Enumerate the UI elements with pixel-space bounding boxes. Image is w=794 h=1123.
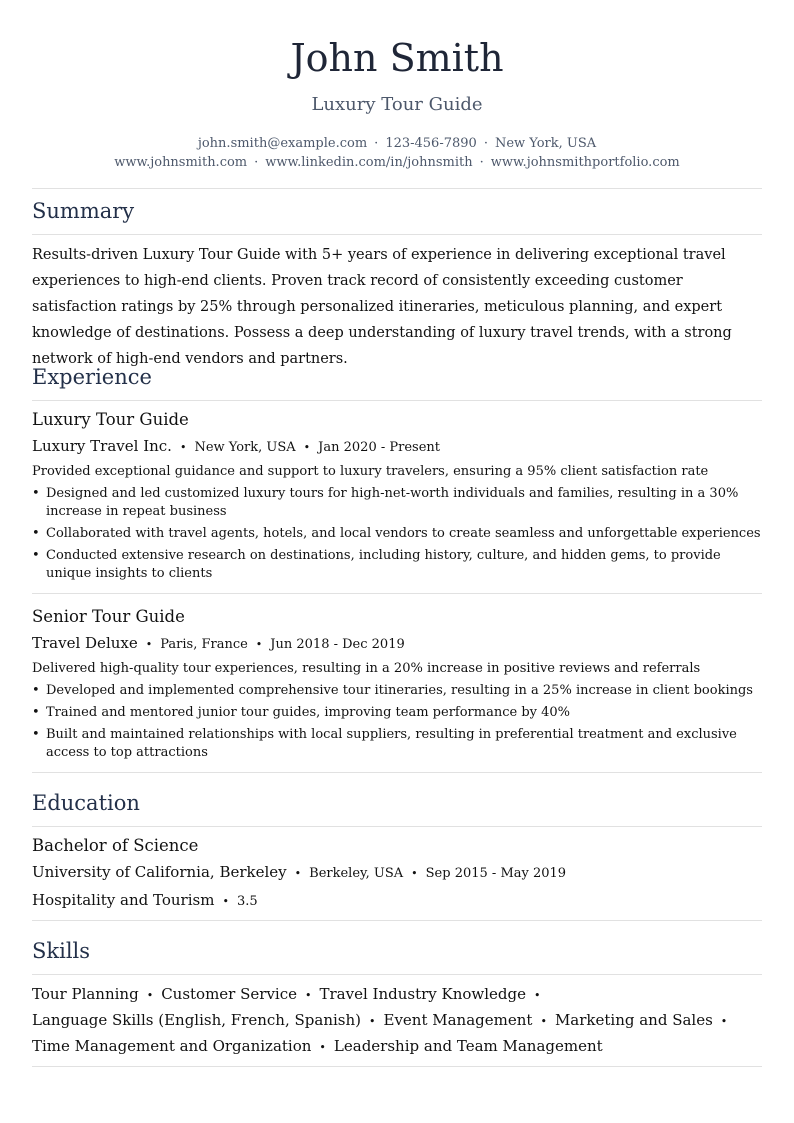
- skills-row: [32, 1008, 762, 1034]
- job-location: New York, USA: [194, 440, 296, 455]
- meta-separator: •: [145, 638, 153, 651]
- divider: [32, 593, 762, 594]
- meta-separator: •: [222, 895, 229, 908]
- job-title: Senior Tour Guide: [32, 607, 185, 626]
- summary-heading: Summary: [32, 199, 135, 223]
- experience-heading: Experience: [32, 365, 152, 389]
- divider: [32, 772, 762, 773]
- divider: [32, 1066, 762, 1067]
- skill-separator: •: [540, 1015, 547, 1028]
- skill-separator: •: [305, 989, 312, 1002]
- divider: [32, 826, 762, 827]
- skill-item: Time Management and Organization: [32, 1037, 312, 1055]
- candidate-headline: Luxury Tour Guide: [311, 94, 483, 115]
- website-link[interactable]: www.johnsmith.com: [114, 155, 248, 170]
- candidate-name: John Smith: [290, 36, 504, 80]
- contact-separator: ·: [374, 136, 379, 151]
- skill-item: Marketing and Sales: [554, 1011, 713, 1029]
- company-name: Luxury Travel Inc.: [32, 437, 172, 455]
- gpa-value: 3.5: [236, 894, 258, 909]
- job-dates: Jan 2020 - Present: [318, 440, 440, 455]
- meta-separator: •: [255, 638, 263, 651]
- experience-entry: [32, 409, 762, 587]
- job-bullet: • Developed and implemented comprehensive tour itineraries, resulting in a 25% increase in client bookings: [32, 682, 762, 700]
- skill-item: Travel Industry Knowledge: [319, 985, 527, 1003]
- skills-heading: Skills: [32, 939, 91, 963]
- job-bullet: • Collaborated with travel agents, hotels, and local vendors to create seamless and unforgettable experiences: [32, 525, 762, 543]
- skill-separator: •: [534, 989, 541, 1002]
- job-dates: Jun 2018 - Dec 2019: [270, 637, 405, 652]
- contact-separator: ·: [479, 155, 484, 170]
- skill-item: Customer Service: [161, 985, 297, 1003]
- job-location: Paris, France: [160, 637, 248, 652]
- contact-line-2: [0, 154, 794, 172]
- job-bullet: • Conducted extensive research on destinations, including history, culture, and hidden gems, to provide unique insights to clients: [32, 547, 762, 583]
- job-description: Provided exceptional guidance and support to luxury travelers, ensuring a 95% client satisfaction rate: [32, 464, 709, 479]
- skill-item: Tour Planning: [32, 985, 139, 1003]
- school-location: Berkeley, USA: [309, 866, 404, 881]
- skill-separator: •: [146, 989, 154, 1002]
- job-bullet: • Trained and mentored junior tour guides, improving team performance by 40%: [32, 704, 762, 722]
- school-meta-line: [32, 861, 762, 885]
- job-bullet-list: [32, 485, 762, 583]
- skills-row: [32, 1034, 762, 1060]
- job-bullet: • Built and maintained relationships with local suppliers, resulting in preferential treatment and exclusive access to top attractions: [32, 726, 762, 762]
- skills-list: [32, 982, 762, 1060]
- experience-entry: [32, 606, 762, 766]
- school-name: University of California, Berkeley: [32, 863, 287, 881]
- contact-line-1: [0, 135, 794, 153]
- skill-separator: •: [369, 1015, 376, 1028]
- skill-separator: •: [319, 1041, 326, 1054]
- summary-text: Results-driven Luxury Tour Guide with 5+ years of experience in delivering exceptional travel experiences to high-end clients. Proven track record of consistently exceeding customer satisfaction ratings by 25% through personalized itineraries, meticulous planning, and expert knowledge of destinations. Possess a deep understanding of luxury travel trends, with a strong network of high-end vendors and partners.: [32, 247, 732, 367]
- divider: [32, 400, 762, 401]
- job-description: Delivered high-quality tour experiences, resulting in a 20% increase in positive reviews and referrals: [32, 661, 701, 676]
- job-title: Luxury Tour Guide: [32, 410, 189, 429]
- meta-separator: •: [411, 867, 418, 880]
- contact-separator: ·: [483, 136, 488, 151]
- field-of-study: Hospitality and Tourism: [32, 891, 215, 909]
- skill-item: Leadership and Team Management: [333, 1037, 603, 1055]
- divider: [32, 974, 762, 975]
- job-bullet-list: [32, 682, 762, 762]
- meta-separator: •: [294, 867, 302, 880]
- job-bullet: • Designed and led customized luxury tours for high-net-worth individuals and families, resulting in a 30% increase in repeat business: [32, 485, 762, 521]
- field-line: [32, 889, 762, 913]
- education-entry: [32, 835, 762, 913]
- education-heading: Education: [32, 791, 140, 815]
- location-text: New York, USA: [494, 136, 597, 151]
- meta-separator: •: [179, 441, 187, 454]
- job-meta-line: [32, 632, 762, 656]
- email-link[interactable]: john.smith@example.com: [197, 136, 368, 151]
- contact-separator: ·: [254, 155, 259, 170]
- portfolio-link[interactable]: www.johnsmithportfolio.com: [490, 155, 680, 170]
- job-meta-line: [32, 435, 762, 459]
- skill-item: Language Skills (English, French, Spanish): [32, 1011, 361, 1029]
- education-dates: Sep 2015 - May 2019: [425, 866, 567, 881]
- divider: [32, 920, 762, 921]
- divider: [32, 188, 762, 189]
- degree-title: Bachelor of Science: [32, 836, 199, 855]
- company-name: Travel Deluxe: [32, 634, 138, 652]
- meta-separator: •: [303, 441, 311, 454]
- phone-number[interactable]: 123-456-7890: [385, 136, 477, 151]
- divider: [32, 234, 762, 235]
- skill-item: Event Management: [383, 1011, 533, 1029]
- skill-separator: •: [720, 1015, 728, 1028]
- skills-row: [32, 982, 762, 1008]
- linkedin-link[interactable]: www.linkedin.com/in/johnsmith: [265, 155, 473, 170]
